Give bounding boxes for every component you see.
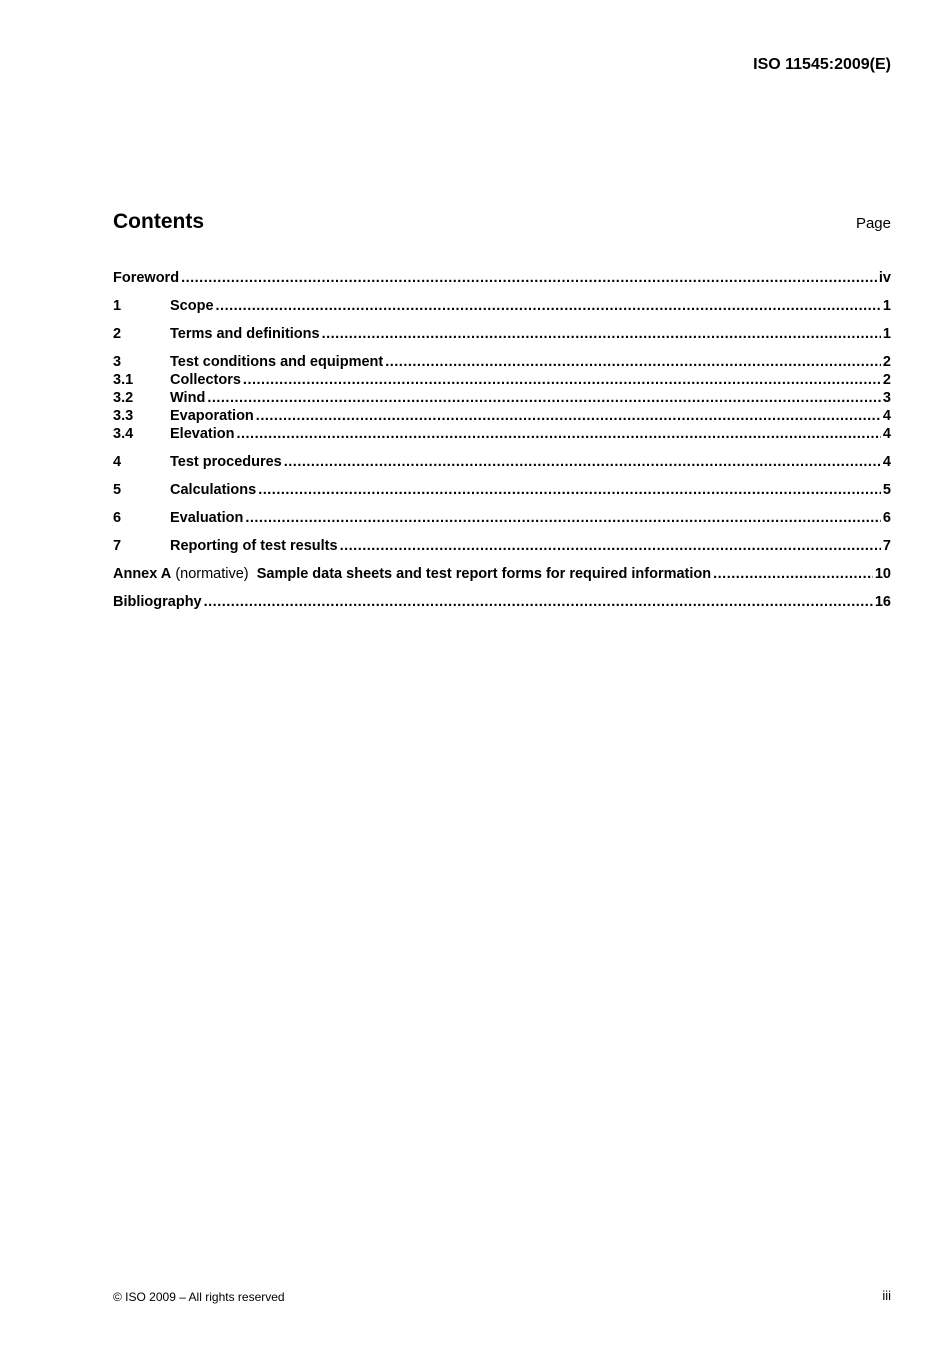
toc-label: Sample data sheets and test report forms for required information xyxy=(256,566,712,582)
footer-page-number: iii xyxy=(882,1288,891,1303)
toc-page: 2 xyxy=(882,354,891,370)
toc-label: Reporting of test results xyxy=(170,538,338,554)
dot-leader xyxy=(181,269,877,287)
toc-page: 2 xyxy=(882,372,891,388)
toc-label: Test procedures xyxy=(170,454,282,470)
dot-leader xyxy=(284,453,881,471)
toc-annex-prefix: Annex A xyxy=(113,566,172,582)
toc-number: 1 xyxy=(113,298,122,314)
dot-leader xyxy=(207,389,881,407)
toc-number: 6 xyxy=(113,510,122,526)
toc-page: 4 xyxy=(882,408,891,424)
dot-leader xyxy=(216,297,881,315)
toc-page: 1 xyxy=(882,326,891,342)
toc-entry-foreword[interactable] xyxy=(113,269,891,287)
toc-page: 4 xyxy=(882,454,891,470)
contents-title: Contents xyxy=(113,210,204,233)
toc-label: Terms and definitions xyxy=(170,326,320,342)
toc-number: 3.1 xyxy=(113,372,134,388)
toc-page: 4 xyxy=(882,426,891,442)
toc-label: Foreword xyxy=(113,270,180,286)
toc-number: 3.4 xyxy=(113,426,134,442)
dot-leader xyxy=(245,509,881,527)
document-id: ISO 11545:2009(E) xyxy=(753,56,891,73)
contents-header xyxy=(113,210,891,234)
toc-page: 6 xyxy=(882,510,891,526)
toc-entry-3-2[interactable] xyxy=(113,389,891,407)
toc-number: 2 xyxy=(113,326,122,342)
toc-page: 10 xyxy=(874,566,891,582)
toc-entry-1[interactable] xyxy=(113,297,891,315)
toc-number: 3.3 xyxy=(113,408,134,424)
page-column-label: Page xyxy=(855,215,891,232)
toc-number: 3.2 xyxy=(113,390,134,406)
toc-page: 1 xyxy=(882,298,891,314)
toc-entry-annex-a[interactable] xyxy=(113,565,891,583)
dot-leader xyxy=(256,407,881,425)
toc-entry-3-1[interactable] xyxy=(113,371,891,389)
toc-entry-5[interactable] xyxy=(113,481,891,499)
toc-entry-3-4[interactable] xyxy=(113,425,891,443)
toc-page: 7 xyxy=(882,538,891,554)
toc-number: 7 xyxy=(113,538,122,554)
toc-page: 3 xyxy=(882,390,891,406)
dot-leader xyxy=(340,537,881,555)
toc-entry-6[interactable] xyxy=(113,509,891,527)
toc-annex-note: (normative) xyxy=(175,566,249,582)
table-of-contents xyxy=(113,269,891,611)
toc-label: Bibliography xyxy=(113,594,202,610)
toc-label: Elevation xyxy=(170,426,235,442)
toc-label: Evaluation xyxy=(170,510,244,526)
toc-label: Scope xyxy=(170,298,214,314)
toc-label: Evaporation xyxy=(170,408,254,424)
toc-entry-bibliography[interactable] xyxy=(113,593,891,611)
toc-number: 4 xyxy=(113,454,122,470)
toc-entry-2[interactable] xyxy=(113,325,891,343)
dot-leader xyxy=(204,593,873,611)
toc-label: Test conditions and equipment xyxy=(170,354,384,370)
toc-page: 16 xyxy=(874,594,891,610)
dot-leader xyxy=(385,353,881,371)
dot-leader xyxy=(236,425,880,443)
toc-label: Wind xyxy=(170,390,206,406)
toc-number: 3 xyxy=(113,354,122,370)
dot-leader xyxy=(243,371,881,389)
dot-leader xyxy=(258,481,881,499)
toc-annex-note-wrap xyxy=(171,565,256,583)
toc-number: 5 xyxy=(113,482,122,498)
dot-leader xyxy=(713,565,873,583)
toc-entry-4[interactable] xyxy=(113,453,891,471)
toc-page: iv xyxy=(878,270,891,286)
dot-leader xyxy=(322,325,881,343)
toc-entry-3-3[interactable] xyxy=(113,407,891,425)
toc-entry-3[interactable] xyxy=(113,353,891,371)
footer-copyright: © ISO 2009 – All rights reserved xyxy=(113,1290,285,1304)
toc-page: 5 xyxy=(882,482,891,498)
toc-entry-7[interactable] xyxy=(113,537,891,555)
toc-label: Collectors xyxy=(170,372,241,388)
toc-label: Calculations xyxy=(170,482,257,498)
